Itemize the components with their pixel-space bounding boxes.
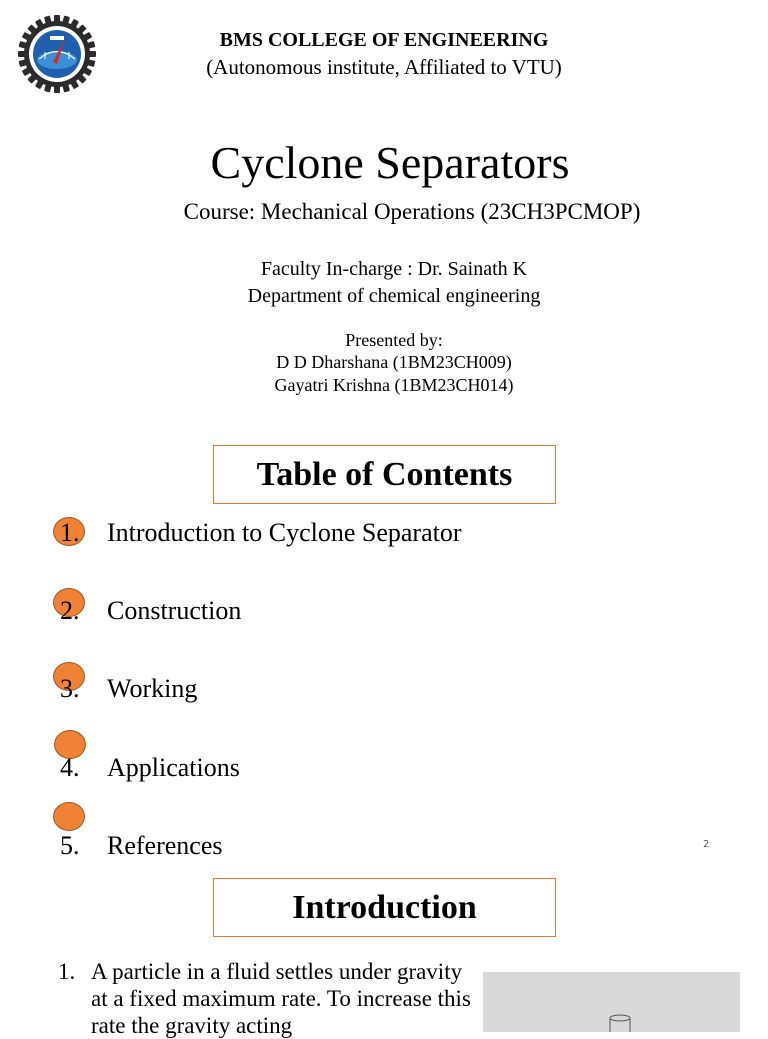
introduction-heading: Introduction — [213, 878, 556, 937]
toc-item-number: 5. — [60, 831, 80, 860]
point-number: 1. — [58, 959, 76, 984]
toc-item-construction: Construction — [107, 596, 242, 625]
college-subtitle: (Autonomous institute, Affiliated to VTU) — [206, 55, 562, 79]
presenter-name: D D Dharshana (1BM23CH009) — [276, 352, 512, 372]
toc-heading: Table of Contents — [213, 445, 556, 504]
toc-item-introduction: Introduction to Cyclone Separator — [107, 518, 462, 547]
toc-item-applications: Applications — [107, 753, 240, 782]
point-text: A particle in a fluid settles under gravity at a fixed maximum rate. To increase this rate the gravity acting — [91, 959, 471, 1038]
page-number: 2 — [703, 839, 710, 850]
toc-item-working: Working — [107, 674, 198, 703]
page-title: Cyclone Separators — [210, 137, 570, 188]
department-line: Department of chemical engineering — [247, 285, 541, 307]
course-line: Course: Mechanical Operations (23CH3PCMOP) — [183, 199, 641, 224]
college-seal-icon — [17, 14, 97, 94]
toc-item-number: 1. — [60, 518, 80, 547]
toc-item-number: 3. — [60, 674, 80, 703]
college-logo — [17, 14, 97, 94]
cyclone-figure — [483, 972, 740, 1032]
cyclone-diagram-icon — [483, 972, 740, 1032]
presented-by-label: Presented by: — [345, 330, 443, 350]
faculty-line: Faculty In-charge : Dr. Sainath K — [260, 258, 528, 280]
toc-item-number: 2. — [60, 596, 80, 625]
toc-item-number: 4. — [60, 753, 80, 782]
toc-item-references: References — [107, 831, 223, 860]
presenter-name: Gayatri Krishna (1BM23CH014) — [274, 375, 514, 395]
college-name: BMS COLLEGE OF ENGINEERING — [219, 29, 549, 51]
bullet-dot — [53, 802, 85, 831]
